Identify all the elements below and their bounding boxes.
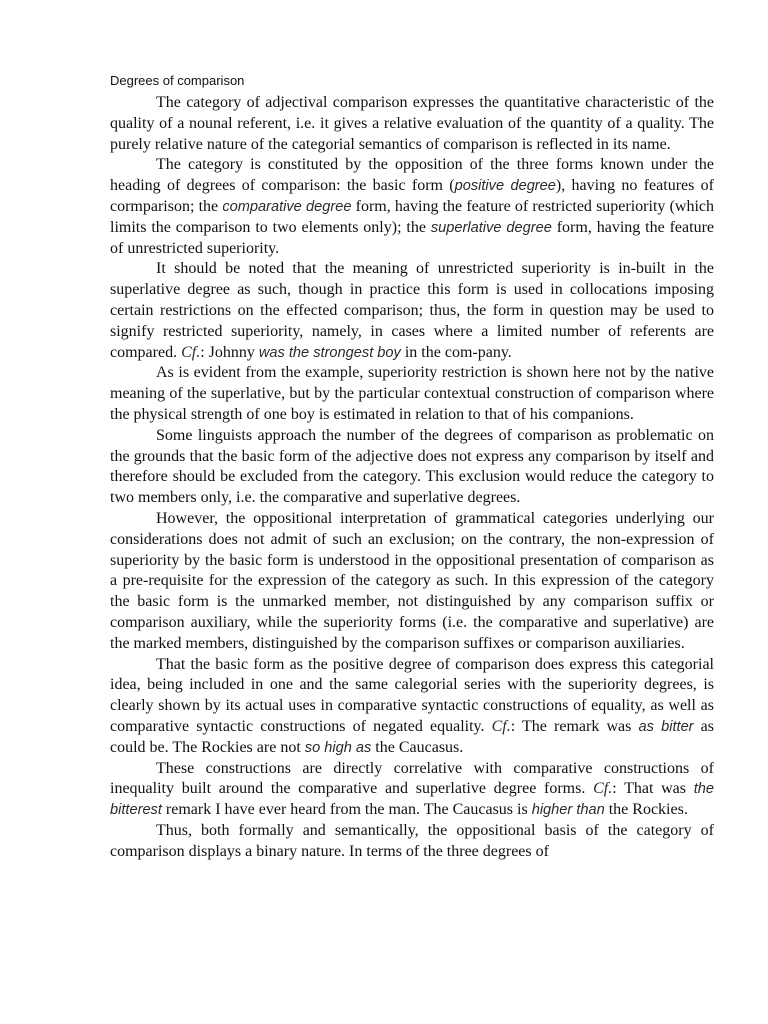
paragraph: [110, 259, 714, 363]
paragraph-text: the Rockies.: [604, 801, 688, 819]
italic-example-text: so high as: [304, 739, 372, 756]
paragraph: [110, 759, 714, 821]
paragraph-text: form, having the feature of unrestricted superiority.: [110, 218, 714, 257]
paragraph-text: As is evident from the example, superiority restriction is shown here not by the native meaning of the superlative, but by the particular contextual construction of comparison where the physical strength of one boy is estimated in relation to that of his companions.: [110, 364, 714, 423]
cf-abbreviation: Cf.: [181, 343, 201, 361]
cf-abbreviation: Cf.: [593, 780, 613, 798]
italic-example-text: comparative degree: [222, 198, 352, 215]
paragraph-text: : That was: [612, 780, 694, 798]
paragraph-text: The category of adjectival comparison expresses the quantitative characteristic of the quality of a nounal referent, i.e. it gives a relative evaluation of the quantity of a quality. The purely relative nature of the categorial semantics of comparison is reflected in its name.: [110, 94, 714, 153]
italic-example-text: the bitterest: [110, 781, 715, 819]
paragraph-text: These constructions are directly correlative with comparative constructions of inequality built around the comparative and superlative degree forms.: [110, 759, 714, 798]
document-body: [110, 93, 714, 862]
paragraph-text: Thus, both formally and semantically, the oppositional basis of the category of comparison displays a binary nature. In terms of the three degrees of: [110, 821, 714, 860]
italic-example-text: positive degree: [454, 178, 556, 195]
document-heading: Degrees of comparison: [110, 73, 245, 88]
italic-example-text: higher than: [531, 802, 605, 819]
italic-example-text: was the strongest boy: [258, 344, 401, 361]
paragraph-text: the Caucasus.: [371, 738, 464, 756]
paragraph: [110, 155, 714, 259]
paragraph: [110, 821, 714, 863]
paragraph-text: form, having the feature of restricted superiority (which limits the comparison to two elements only); the: [110, 197, 715, 236]
italic-example-text: superlative degree: [430, 219, 552, 236]
paragraph-text: The category is constituted by the opposition of the three forms known under the heading of degrees of comparison: the basic form (: [110, 156, 714, 195]
paragraph-text: It should be noted that the meaning of unrestricted superiority is in-built in the superlative degree as such, though in practice this form is used in collocations imposing certain restrictions on the effected comparison; thus, the form in question may be used to signify restricted superiority, namely, in cases where a limited number of referents are compared.: [110, 260, 714, 361]
paragraph-text: Some linguists approach the number of the degrees of comparison as problematic on the grounds that the basic form of the adjective does not express any comparison by itself and therefore should be excluded from the category. This exclusion would reduce the category to two members only, i.e. the comparative and superlative degrees.: [110, 426, 714, 507]
paragraph-text: However, the oppositional interpretation of grammatical categories underlying our considerations does not admit of such an exclusion; on the contrary, the non-expression of superiority by the basic form is understood in the oppositional presentation of comparison as a pre-requisite for the expression of the category as such. In this expression of the category the basic form is the unmarked member, not distinguished by any comparison suffix or comparison auxiliary, while the superiority forms (i.e. the comparative and superlative) are the marked members, distinguished by the comparison suffixes or comparison auxiliaries.: [110, 509, 714, 652]
document-page: [110, 72, 714, 862]
paragraph-text: ), having no features of cormparison; the: [110, 177, 714, 215]
paragraph-text: That the basic form as the positive degree of comparison does express this categorial idea, being included in one and the same calegorial series with the superiority degrees, is clearly shown by its actual uses in comparative syntactic constructions of equality, as well as comparative syntactic constructions of negated equality.: [110, 655, 714, 735]
paragraph-text: remark I have ever heard from the man. The Caucasus is: [161, 801, 532, 819]
paragraph: [110, 426, 714, 509]
paragraph: [110, 93, 714, 155]
italic-example-text: as bitter: [638, 718, 694, 735]
cf-abbreviation: Cf.: [491, 717, 511, 735]
paragraph: [110, 509, 714, 655]
paragraph-text: : The remark was: [510, 717, 639, 735]
paragraph-text: in the com-pany.: [400, 343, 512, 361]
paragraph-text: as could be. The Rockies are not: [110, 717, 715, 756]
paragraph: [110, 363, 714, 425]
paragraph: [110, 655, 714, 759]
paragraph-text: : Johnny: [200, 343, 259, 361]
